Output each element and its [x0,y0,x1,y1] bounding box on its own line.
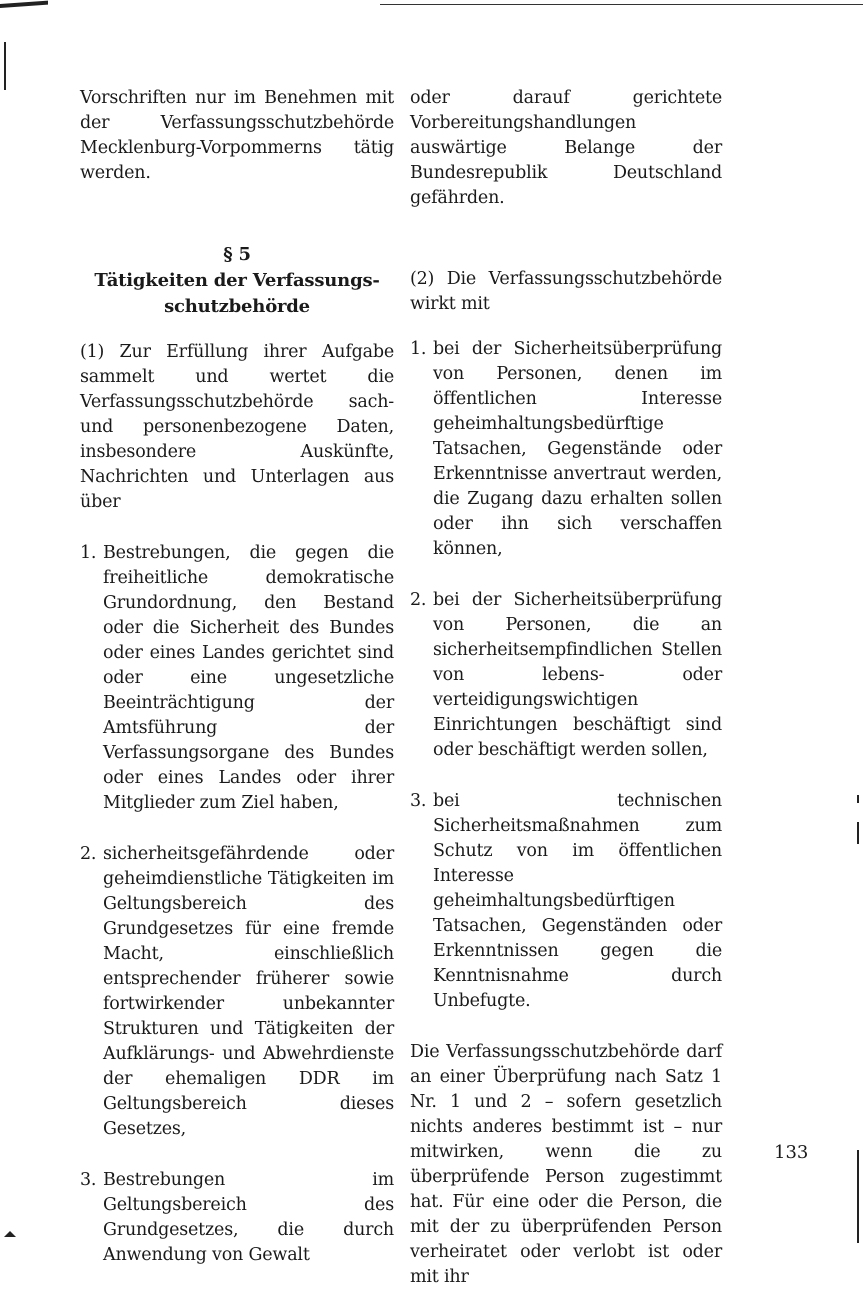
list-item-number: 3. [80,1170,97,1190]
list-item [410,789,722,1014]
continuation-paragraph: oder darauf gerichtete Vorbereitungshandlungen auswärtige Belange der Bundesrepublik Deutschland gefährden. [410,88,722,208]
paragraph-2: (2) Die Verfassungsschutzbehörde wirkt mit [410,269,722,314]
scan-right-mark [857,795,859,803]
scan-edge-mark [0,1,48,8]
scan-left-edge [4,42,6,90]
paragraph-1: (1) Zur Erfüllung ihrer Aufgabe sammelt und wertet die Verfassungsschutzbehörde sach- und personenbezogene Daten, insbesondere Auskünfte, Nachrichten und Unterlagen aus über [80,342,394,512]
list-item-text: bei der Sicherheitsüberprüfung von Personen, die an sicherheitsempfindlichen Stellen von lebens- oder verteidigungswichtigen Einrichtungen beschäftigt sind oder beschäftigt werden sollen, [433,590,722,760]
list-item-number: 3. [410,791,427,811]
scan-top-line [380,4,863,5]
scan-corner-mark [4,1231,16,1237]
list-item-number: 1. [410,339,427,359]
list-item-text: bei der Sicherheitsüberprüfung von Personen, denen im öffentlichen Interesse geheimhaltungsbedürftige Tatsachen, Gegenstände oder Erkenntnisse anvertraut werden, die Zugang dazu erhalten sollen oder ihn sich verschaffen können, [433,339,722,559]
list-item [80,842,394,1142]
list-item [410,337,722,562]
intro-paragraph: Vorschriften nur im Benehmen mit der Verfassungsschutzbehörde Mecklenburg-Vorpommerns tätig werden. [80,88,394,183]
list-item-text: sicherheitsgefährdende oder geheimdienstliche Tätigkeiten im Geltungsbereich des Grundgesetzes für eine fremde Macht, einschließlich entsprechender früherer sowie fortwirkender unbekannter Strukturen und Tätigkeiten der Aufklärungs- und Abwehrdienste der ehemaligen DDR im Geltungsbereich dieses Gesetzes, [103,844,394,1139]
section-symbol: § 5 [223,244,251,265]
list-item-number: 2. [410,590,427,610]
page-number: 133 [774,1142,809,1163]
list-item-text: bei technischen Sicherheitsmaßnahmen zum Schutz von im öffentlichen Interesse geheimhaltungsbedürftigen Tatsachen, Gegenständen oder Erkenntnissen gegen die Kenntnisnahme durch Unbefugte. [433,791,722,1011]
list-item [80,1168,394,1268]
right-column [410,86,722,1290]
closing-paragraph: Die Verfassungsschutzbehörde darf an einer Überprüfung nach Satz 1 Nr. 1 und 2 – sofern gesetzlich nichts anderes bestimmt ist – nur mitwirken, wenn die zu überprüfende Person zugestimmt hat. Für eine oder die Person, die mit der zu überprüfenden Person verheiratet oder verlobt ist oder mit ihr [410,1042,722,1287]
scan-right-edge [857,1150,859,1243]
list-item-text: Bestrebungen, die gegen die freiheitliche demokratische Grundordnung, den Bestand oder die Sicherheit des Bundes oder eines Landes gerichtet sind oder eine ungesetzliche Beeinträchtigung der Amtsführung der Verfassungsorgane des Bundes oder eines Landes oder ihrer Mitglieder zum Ziel haben, [103,543,394,813]
list-item-number: 2. [80,844,97,864]
section-title [80,268,394,320]
list-item-text: Bestrebungen im Geltungsbereich des Grundgesetzes, die durch Anwendung von Gewalt [103,1170,394,1265]
list-item-number: 1. [80,543,97,563]
section-title-text: Tätigkeiten der Verfassungs-schutzbehörde [94,270,380,317]
list-item [80,541,394,816]
scan-right-mark [857,822,859,844]
list-item [410,588,722,763]
left-column [80,86,394,1268]
